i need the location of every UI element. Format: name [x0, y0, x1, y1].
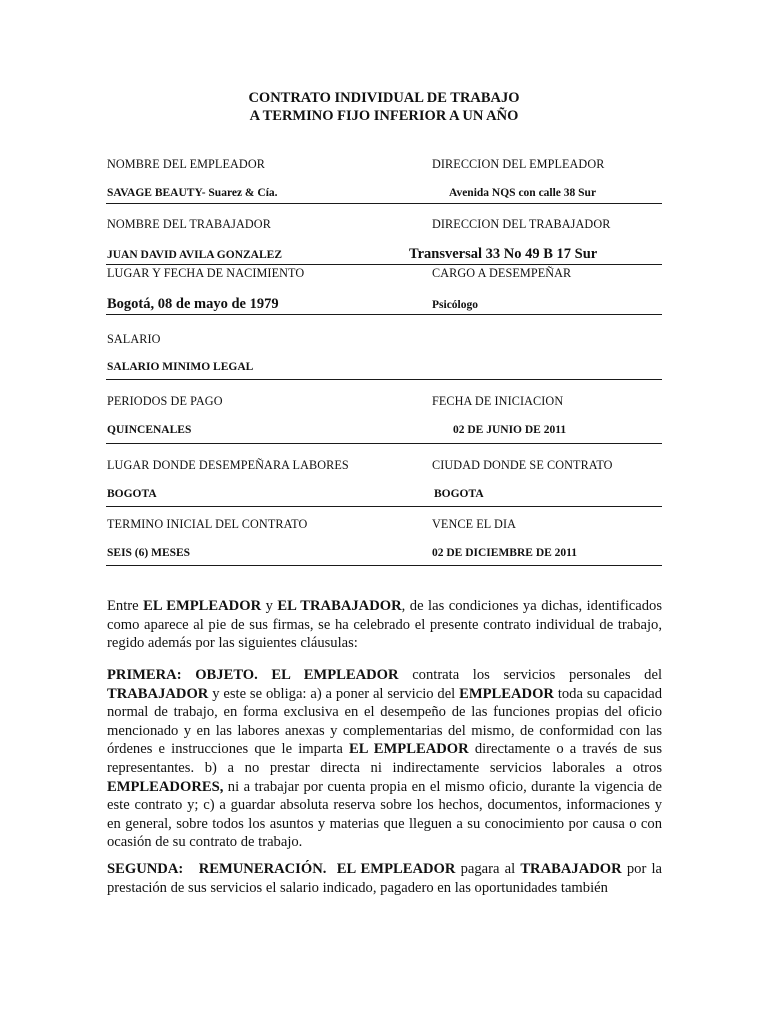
- field-divider: [106, 314, 662, 315]
- employer-address-label: DIRECCION DEL EMPLEADOR: [432, 157, 605, 171]
- field-divider: [106, 565, 662, 566]
- start-date-value: 02 DE JUNIO DE 2011: [453, 424, 567, 436]
- clause-primera: PRIMERA: OBJETO. EL EMPLEADOR contrata los servicios personales del TRABAJADOR y este se obliga: a) a poner al servicio del EMPLEADOR toda su capacidad normal de trabajo, en forma exclusiva en el desempeño de las funciones propias del oficio mencionado y en las labores anexas y complementarias del mismo, de conformidad con las órdenes e instrucciones que le imparta EL EMPLEADOR directamente o a través de sus representantes. b) a no prestar directa ni indirectamente servicios laborales a otros EMPLEADORES, ni a trabajar por cuenta propia en el mismo oficio, durante la vigencia de este contrato y; c) a guardar absoluta reserva sobre los hechos, documentos, informaciones y en general, sobre todos los asuntos y materias que lleguen a su conocimiento por causa o con ocasión de su contrato de trabajo.: [107, 667, 663, 851]
- expiry-value: 02 DE DICIEMBRE DE 2011: [432, 547, 578, 559]
- pay-period-label: PERIODOS DE PAGO: [107, 394, 223, 408]
- worker-address-value: Transversal 33 No 49 B 17 Sur: [409, 246, 598, 262]
- worker-address-label: DIRECCION DEL TRABAJADOR: [432, 217, 611, 231]
- employer-name-label: NOMBRE DEL EMPLEADOR: [107, 157, 265, 171]
- pay-period-value: QUINCENALES: [107, 424, 192, 436]
- contract-city-label: CIUDAD DONDE SE CONTRATO: [432, 458, 613, 472]
- start-date-label: FECHA DE INICIACION: [432, 394, 564, 408]
- field-divider: [106, 203, 662, 204]
- work-place-value: BOGOTA: [107, 488, 157, 500]
- employer-name-value: SAVAGE BEAUTY- Suarez & Cía.: [107, 187, 278, 199]
- term-value: SEIS (6) MESES: [107, 547, 191, 559]
- field-divider: [106, 506, 662, 507]
- salary-label: SALARIO: [107, 332, 161, 346]
- birth-label: LUGAR Y FECHA DE NACIMIENTO: [107, 266, 305, 280]
- worker-name-value: JUAN DAVID AVILA GONZALEZ: [107, 249, 282, 261]
- position-value: Psicólogo: [432, 299, 478, 311]
- birth-value: Bogotá, 08 de mayo de 1979: [107, 296, 279, 312]
- document-title-line-2: A TERMINO FIJO INFERIOR A UN AÑO: [249, 108, 519, 124]
- position-label: CARGO A DESEMPEÑAR: [432, 266, 572, 280]
- salary-value: SALARIO MINIMO LEGAL: [107, 361, 254, 373]
- term-label: TERMINO INICIAL DEL CONTRATO: [107, 517, 308, 531]
- field-divider: [106, 264, 662, 265]
- intro-paragraph: Entre EL EMPLEADOR y EL TRABAJADOR, de las condiciones ya dichas, identificados como aparece al pie de sus firmas, se ha celebrado el presente contrato individual de trabajo, regido además por las siguientes cláusulas:: [107, 598, 662, 652]
- clause-segunda: SEGUNDA: REMUNERACIÓN. EL EMPLEADOR pagara al TRABAJADOR por la prestación de sus servicios el salario indicado, pagadero en las oportunidades también: [107, 861, 662, 896]
- field-divider: [106, 443, 662, 444]
- employer-address-value: Avenida NQS con calle 38 Sur: [449, 187, 597, 199]
- work-place-label: LUGAR DONDE DESEMPEÑARA LABORES: [107, 458, 349, 472]
- contract-city-value: BOGOTA: [434, 488, 484, 500]
- worker-name-label: NOMBRE DEL TRABAJADOR: [107, 217, 271, 231]
- expiry-label: VENCE EL DIA: [432, 517, 517, 531]
- field-divider: [106, 379, 662, 380]
- document-title-line-1: CONTRATO INDIVIDUAL DE TRABAJO: [248, 90, 520, 106]
